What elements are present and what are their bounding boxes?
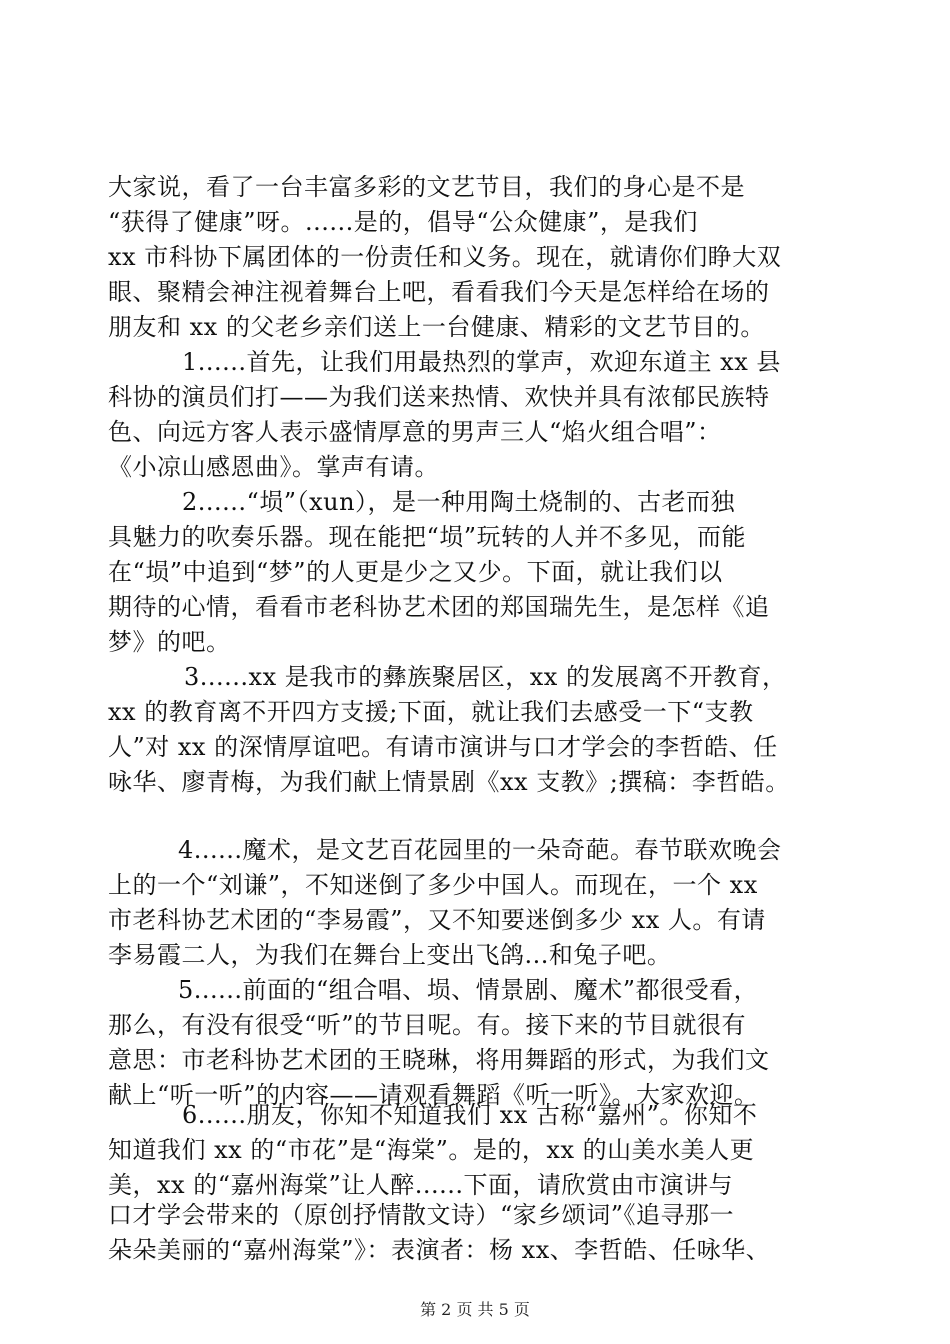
paragraph-line: 《小凉山感恩曲》。掌声有请。: [108, 453, 439, 481]
paragraph-line: 科协的演员们打——为我们送来热情、欢快并具有浓郁民族特: [108, 383, 770, 411]
paragraph-line: 3......xx 是我市的彝族聚居区，xx 的发展离不开教育，: [184, 663, 787, 691]
paragraph-line: 1......首先，让我们用最热烈的掌声，欢迎东道主 xx 县: [182, 348, 781, 376]
paragraph-line: 美，xx 的“嘉州海棠”让人醉......下面，请欣赏由市演讲与: [108, 1171, 734, 1199]
paragraph-line: 口才学会带来的（原创抒情散文诗）“家乡颂词”《追寻那一: [108, 1201, 735, 1229]
paragraph-line: 期待的心情，看看市老科协艺术团的郑国瑞先生，是怎样《追: [108, 593, 770, 621]
paragraph-line: 2......“埙”（xun），是一种用陶土烧制的、古老而独: [182, 488, 736, 516]
paragraph-line: 6......朋友，你知不知道我们 xx 古称“嘉州”。你知不: [182, 1101, 758, 1129]
paragraph-line: 上的一个“刘谦”，不知迷倒了多少中国人。而现在，一个 xx: [108, 871, 758, 899]
paragraph-line: 在“埙”中追到“梦”的人更是少之又少。下面，就让我们以: [108, 558, 723, 586]
paragraph-line: 朵朵美丽的“嘉州海棠”》：表演者：杨 xx、李哲皓、任咏华、: [108, 1236, 771, 1264]
paragraph-line: xx 市科协下属团体的一份责任和义务。现在，就请你们睁大双: [108, 243, 782, 271]
paragraph-line: 朋友和 xx 的父老乡亲们送上一台健康、精彩的文艺节目的。: [108, 313, 765, 341]
paragraph-line: 5......前面的“组合唱、埙、情景剧、魔术”都很受看，: [178, 976, 759, 1004]
paragraph-line: 梦》的吧。: [108, 628, 231, 656]
paragraph-line: 4......魔术，是文艺百花园里的一朵奇葩。春节联欢晚会: [178, 836, 782, 864]
paragraph-line: 李易霞二人，为我们在舞台上变出飞鸽...和兔子吧。: [108, 941, 672, 969]
page-number-label: 第 2 页 共 5 页: [420, 1300, 530, 1319]
paragraph-line: 人”对 xx 的深情厚谊吧。有请市演讲与口才学会的李哲皓、任: [108, 733, 778, 761]
paragraph-line: 咏华、廖青梅，为我们献上情景剧《xx 支教》;撰稿：李哲皓。: [108, 768, 790, 796]
paragraph-line: 眼、聚精会神注视着舞台上吧，看看我们今天是怎样给在场的: [108, 278, 770, 306]
paragraph-line: 意思：市老科协艺术团的王晓琳，将用舞蹈的形式，为我们文: [108, 1046, 770, 1074]
paragraph-line: 具魅力的吹奏乐器。现在能把“埙”玩转的人并不多见，而能: [108, 523, 747, 551]
paragraph-line: 知道我们 xx 的“市花”是“海棠”。是的，xx 的山美水美人更: [108, 1136, 755, 1164]
paragraph-line: 色、向远方客人表示盛情厚意的男声三人“焰火组合唱”：: [108, 418, 722, 446]
paragraph-line: “获得了健康”呀。......是的，倡导“公众健康”，是我们: [108, 208, 698, 236]
paragraph-line: 大家说，看了一台丰富多彩的文艺节目，我们的身心是不是: [108, 173, 745, 201]
paragraph-line: 市老科协艺术团的“李易霞”，又不知要迷倒多少 xx 人。有请: [108, 906, 766, 934]
paragraph-line: 献上“听一听”的内容——请观看舞蹈《听一听》。大家欢迎。: [108, 1081, 759, 1109]
page-footer: [0, 1300, 950, 1320]
paragraph-line: xx 的教育离不开四方支援;下面，就让我们去感受一下“支教: [108, 698, 754, 726]
paragraph-line: 那么，有没有很受“听”的节目呢。有。接下来的节目就很有: [108, 1011, 747, 1039]
